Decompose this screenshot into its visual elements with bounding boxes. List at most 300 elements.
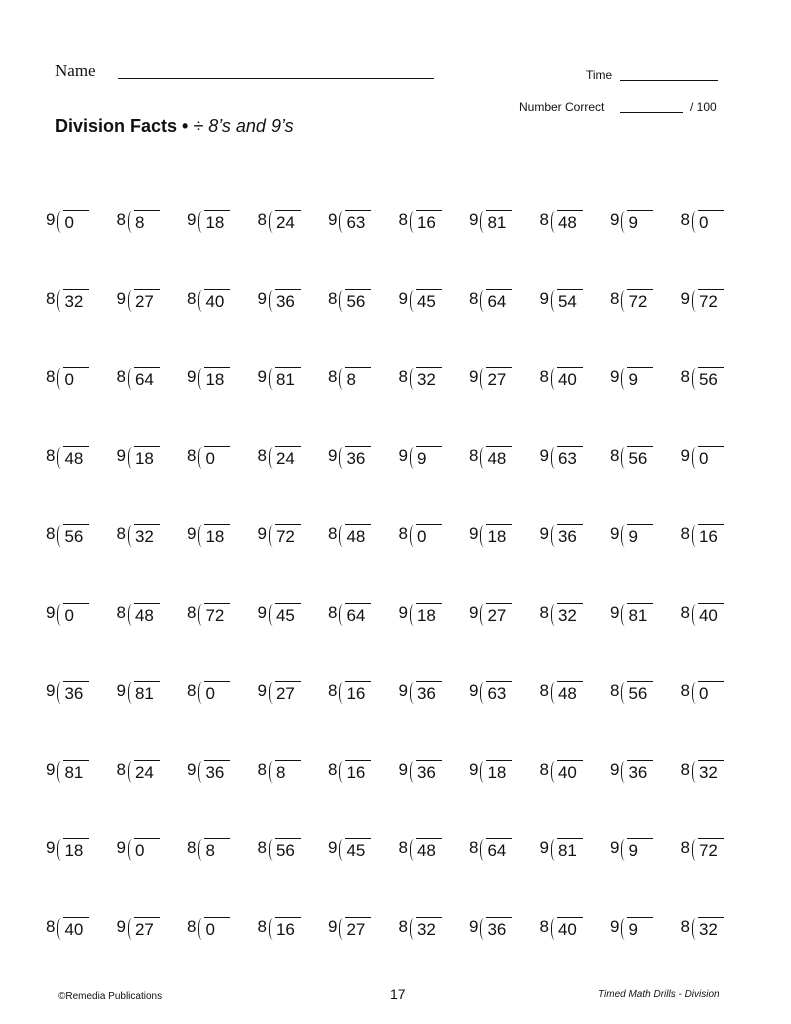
divisor: 9	[610, 602, 620, 622]
division-problem[interactable]	[610, 446, 681, 525]
division-problem[interactable]	[681, 446, 752, 525]
division-problem[interactable]	[540, 760, 611, 839]
division-problem[interactable]	[328, 367, 399, 446]
dividend: 8	[134, 210, 160, 233]
divisor: 8	[46, 524, 56, 543]
divisor: 9	[46, 681, 56, 700]
division-problem[interactable]	[399, 446, 470, 525]
division-bracket	[339, 760, 371, 783]
division-bracket	[57, 603, 89, 626]
division-problem[interactable]	[258, 838, 329, 917]
division-bracket	[621, 446, 653, 469]
divisor: 8	[680, 916, 690, 936]
division-problem[interactable]	[399, 289, 470, 368]
division-problem[interactable]	[610, 681, 681, 760]
dividend: 32	[416, 917, 442, 940]
division-bracket	[198, 367, 230, 390]
division-bracket	[128, 681, 160, 704]
dividend: 63	[345, 210, 371, 233]
division-problem[interactable]	[46, 367, 117, 446]
division-problem[interactable]	[258, 917, 329, 996]
dividend: 16	[416, 210, 442, 233]
dividend: 63	[557, 446, 583, 469]
division-problem[interactable]	[681, 289, 752, 368]
divisor: 8	[328, 367, 338, 386]
dividend: 48	[557, 210, 583, 233]
division-problem[interactable]	[681, 603, 752, 682]
division-problem[interactable]	[328, 524, 399, 603]
dividend: 40	[204, 289, 230, 312]
dividend: 72	[627, 289, 653, 312]
divisor: 9	[116, 681, 126, 700]
division-bracket	[410, 917, 442, 940]
division-problem[interactable]	[540, 367, 611, 446]
dividend: 27	[134, 917, 160, 940]
division-problem[interactable]	[117, 760, 188, 839]
division-bracket	[57, 367, 89, 390]
division-problem[interactable]	[328, 603, 399, 682]
division-bracket	[339, 917, 371, 940]
divisor: 8	[46, 916, 56, 936]
dividend: 0	[204, 917, 230, 940]
divisor: 9	[539, 445, 549, 465]
divisor: 9	[680, 288, 690, 308]
division-bracket	[480, 838, 512, 861]
divisor: 8	[680, 367, 690, 386]
division-bracket	[621, 524, 653, 547]
dividend: 40	[557, 917, 583, 940]
division-problem[interactable]	[258, 524, 329, 603]
division-bracket	[410, 446, 442, 469]
dividend: 36	[486, 917, 512, 940]
dividend: 16	[275, 917, 301, 940]
divisor: 8	[539, 210, 549, 229]
division-problem[interactable]	[187, 367, 258, 446]
division-bracket	[339, 524, 371, 547]
divisor: 8	[398, 524, 408, 543]
divisor: 8	[257, 838, 267, 857]
divisor: 8	[187, 916, 197, 936]
division-problem[interactable]	[681, 210, 752, 289]
division-problem[interactable]	[610, 367, 681, 446]
divisor: 9	[610, 367, 620, 386]
division-problem[interactable]	[117, 367, 188, 446]
divisor: 8	[539, 916, 549, 936]
divisor: 9	[469, 916, 479, 936]
division-problem[interactable]	[469, 210, 540, 289]
name-field[interactable]	[118, 78, 434, 79]
division-bracket	[692, 760, 724, 783]
divisor: 9	[610, 916, 620, 936]
dividend: 48	[134, 603, 160, 626]
dividend: 48	[63, 446, 89, 469]
division-problem[interactable]	[610, 917, 681, 996]
division-problem[interactable]	[540, 603, 611, 682]
divisor: 8	[469, 445, 479, 465]
division-problem[interactable]	[540, 681, 611, 760]
division-problem[interactable]	[399, 367, 470, 446]
division-problem[interactable]	[469, 289, 540, 368]
divisor: 9	[46, 838, 56, 857]
division-problem[interactable]	[540, 917, 611, 996]
division-problem[interactable]	[469, 917, 540, 996]
division-bracket	[57, 210, 89, 233]
division-bracket	[198, 446, 230, 469]
division-bracket	[57, 838, 89, 861]
divisor: 9	[257, 367, 267, 386]
dividend: 72	[204, 603, 230, 626]
dividend: 48	[486, 446, 512, 469]
division-bracket	[692, 603, 724, 626]
division-problem[interactable]	[258, 367, 329, 446]
division-bracket	[410, 524, 442, 547]
division-bracket	[128, 917, 160, 940]
dividend: 81	[275, 367, 301, 390]
divisor: 9	[398, 445, 408, 465]
division-problem[interactable]	[469, 681, 540, 760]
dividend: 56	[345, 289, 371, 312]
division-bracket	[621, 838, 653, 861]
division-problem[interactable]	[258, 446, 329, 525]
divisor: 8	[398, 916, 408, 936]
division-bracket	[269, 446, 301, 469]
division-bracket	[339, 681, 371, 704]
division-problem[interactable]	[187, 760, 258, 839]
dividend: 81	[627, 603, 653, 626]
division-problem[interactable]	[610, 524, 681, 603]
divisor: 8	[680, 210, 690, 229]
divisor: 8	[46, 288, 56, 308]
division-bracket	[551, 838, 583, 861]
division-bracket	[480, 603, 512, 626]
divisor: 8	[680, 524, 690, 543]
division-problem[interactable]	[187, 838, 258, 917]
division-problem[interactable]	[610, 760, 681, 839]
divisor: 8	[116, 524, 126, 543]
divisor: 9	[257, 681, 267, 700]
division-bracket	[692, 524, 724, 547]
division-problem[interactable]	[258, 603, 329, 682]
divisor: 9	[469, 681, 479, 700]
division-problem[interactable]	[328, 210, 399, 289]
dividend: 81	[63, 760, 89, 783]
division-problem[interactable]	[117, 289, 188, 368]
dividend: 36	[345, 446, 371, 469]
division-problem[interactable]	[187, 289, 258, 368]
division-problem[interactable]	[540, 210, 611, 289]
divisor: 8	[469, 838, 479, 857]
division-bracket	[480, 681, 512, 704]
division-problem[interactable]	[46, 289, 117, 368]
division-bracket	[692, 367, 724, 390]
division-problem[interactable]	[117, 838, 188, 917]
divisor: 8	[116, 602, 126, 622]
division-problem[interactable]	[117, 603, 188, 682]
division-problem[interactable]	[540, 289, 611, 368]
division-problem[interactable]	[46, 446, 117, 525]
division-problem[interactable]	[46, 524, 117, 603]
division-problem[interactable]	[399, 603, 470, 682]
division-bracket	[621, 210, 653, 233]
division-problem[interactable]	[469, 838, 540, 917]
divisor: 9	[469, 602, 479, 622]
dividend: 16	[698, 524, 724, 547]
division-problem[interactable]	[399, 210, 470, 289]
dividend: 0	[698, 210, 724, 233]
dividend: 16	[345, 681, 371, 704]
division-problem[interactable]	[399, 760, 470, 839]
dividend: 64	[486, 838, 512, 861]
division-bracket	[198, 524, 230, 547]
divisor: 9	[46, 602, 56, 622]
divisor: 9	[610, 524, 620, 543]
divisor: 8	[539, 759, 549, 779]
divisor: 8	[187, 445, 197, 465]
dividend: 18	[486, 524, 512, 547]
divisor: 9	[398, 681, 408, 700]
dividend: 8	[204, 838, 230, 861]
dividend: 40	[557, 367, 583, 390]
division-problem[interactable]	[328, 917, 399, 996]
division-bracket	[57, 681, 89, 704]
division-bracket	[128, 524, 160, 547]
divisor: 9	[187, 367, 197, 386]
division-problem[interactable]	[681, 917, 752, 996]
divisor: 9	[469, 210, 479, 229]
divisor: 8	[257, 759, 267, 779]
division-bracket	[198, 681, 230, 704]
division-bracket	[480, 446, 512, 469]
division-bracket	[339, 603, 371, 626]
division-problem[interactable]	[681, 524, 752, 603]
division-bracket	[128, 838, 160, 861]
dividend: 32	[134, 524, 160, 547]
dividend: 64	[486, 289, 512, 312]
division-problem[interactable]	[258, 760, 329, 839]
dividend: 9	[416, 446, 442, 469]
dividend: 27	[134, 289, 160, 312]
division-problem[interactable]	[46, 210, 117, 289]
dividend: 56	[698, 367, 724, 390]
division-bracket	[410, 838, 442, 861]
problem-grid	[46, 210, 751, 995]
division-problem[interactable]	[46, 603, 117, 682]
division-problem[interactable]	[399, 681, 470, 760]
division-bracket	[339, 210, 371, 233]
divisor: 8	[539, 681, 549, 700]
division-bracket	[692, 681, 724, 704]
dividend: 0	[134, 838, 160, 861]
division-bracket	[128, 289, 160, 312]
dividend: 27	[486, 367, 512, 390]
dividend: 64	[345, 603, 371, 626]
division-problem[interactable]	[258, 681, 329, 760]
divisor: 8	[680, 681, 690, 700]
dividend: 32	[698, 917, 724, 940]
dividend: 81	[486, 210, 512, 233]
division-bracket	[128, 367, 160, 390]
division-bracket	[551, 210, 583, 233]
division-problem[interactable]	[328, 681, 399, 760]
dividend: 9	[627, 367, 653, 390]
dividend: 18	[204, 367, 230, 390]
division-bracket	[551, 681, 583, 704]
dividend: 45	[416, 289, 442, 312]
division-problem[interactable]	[469, 603, 540, 682]
dividend: 72	[698, 838, 724, 861]
number-correct-field[interactable]	[620, 112, 683, 113]
division-bracket	[339, 289, 371, 312]
division-bracket	[551, 289, 583, 312]
division-bracket	[269, 760, 301, 783]
division-problem[interactable]	[187, 917, 258, 996]
dividend: 40	[63, 917, 89, 940]
divisor: 9	[257, 524, 267, 543]
dividend: 0	[63, 210, 89, 233]
division-problem[interactable]	[399, 838, 470, 917]
division-problem[interactable]	[117, 917, 188, 996]
division-bracket	[551, 760, 583, 783]
division-problem[interactable]	[187, 681, 258, 760]
division-problem[interactable]	[187, 446, 258, 525]
division-problem[interactable]	[258, 210, 329, 289]
division-problem[interactable]	[540, 838, 611, 917]
dividend: 40	[698, 603, 724, 626]
dividend: 32	[63, 289, 89, 312]
division-problem[interactable]	[328, 760, 399, 839]
dividend: 36	[627, 760, 653, 783]
divisor: 9	[539, 838, 549, 857]
division-problem[interactable]	[46, 681, 117, 760]
division-problem[interactable]	[469, 760, 540, 839]
division-bracket	[269, 603, 301, 626]
dividend: 27	[345, 917, 371, 940]
dividend: 40	[557, 760, 583, 783]
division-problem[interactable]	[117, 524, 188, 603]
division-bracket	[480, 917, 512, 940]
dividend: 32	[557, 603, 583, 626]
dividend: 0	[204, 446, 230, 469]
division-bracket	[621, 289, 653, 312]
division-bracket	[551, 524, 583, 547]
division-bracket	[410, 367, 442, 390]
dividend: 18	[63, 838, 89, 861]
division-problem[interactable]	[469, 367, 540, 446]
division-problem[interactable]	[681, 367, 752, 446]
dividend: 27	[486, 603, 512, 626]
division-problem[interactable]	[610, 210, 681, 289]
division-bracket	[410, 760, 442, 783]
divisor: 9	[610, 838, 620, 857]
division-problem[interactable]	[328, 838, 399, 917]
divisor: 9	[116, 288, 126, 308]
divisor: 8	[257, 445, 267, 465]
divisor: 8	[187, 681, 197, 700]
dividend: 9	[627, 210, 653, 233]
division-bracket	[57, 446, 89, 469]
division-problem[interactable]	[117, 210, 188, 289]
division-bracket	[551, 446, 583, 469]
division-problem[interactable]	[610, 603, 681, 682]
division-problem[interactable]	[46, 917, 117, 996]
divisor: 8	[328, 288, 338, 308]
division-problem[interactable]	[681, 760, 752, 839]
divisor: 8	[328, 602, 338, 622]
number-correct-total: / 100	[690, 100, 717, 114]
dividend: 0	[698, 446, 724, 469]
divisor: 9	[257, 288, 267, 308]
dividend: 81	[134, 681, 160, 704]
division-problem[interactable]	[610, 289, 681, 368]
divisor: 8	[680, 759, 690, 779]
division-problem[interactable]	[540, 524, 611, 603]
division-problem[interactable]	[469, 446, 540, 525]
page-number: 17	[390, 986, 406, 1002]
divisor: 9	[398, 602, 408, 622]
division-bracket	[621, 917, 653, 940]
dividend: 27	[275, 681, 301, 704]
division-problem[interactable]	[681, 838, 752, 917]
dividend: 56	[63, 524, 89, 547]
division-problem[interactable]	[117, 681, 188, 760]
division-bracket	[269, 838, 301, 861]
division-bracket	[551, 603, 583, 626]
division-problem[interactable]	[187, 524, 258, 603]
division-bracket	[128, 210, 160, 233]
divisor: 9	[610, 759, 620, 779]
division-bracket	[57, 760, 89, 783]
divisor: 8	[398, 367, 408, 386]
division-problem[interactable]	[46, 838, 117, 917]
dividend: 18	[486, 760, 512, 783]
time-field[interactable]	[620, 80, 718, 81]
division-bracket	[480, 367, 512, 390]
division-problem[interactable]	[469, 524, 540, 603]
division-problem[interactable]	[610, 838, 681, 917]
division-problem[interactable]	[399, 917, 470, 996]
division-bracket	[269, 681, 301, 704]
division-problem[interactable]	[258, 289, 329, 368]
dividend: 9	[627, 838, 653, 861]
division-problem[interactable]	[540, 446, 611, 525]
divisor: 8	[328, 524, 338, 543]
division-problem[interactable]	[46, 760, 117, 839]
division-bracket	[551, 917, 583, 940]
division-problem[interactable]	[187, 210, 258, 289]
divisor: 9	[539, 288, 549, 308]
divisor: 8	[539, 367, 549, 386]
dividend: 9	[627, 917, 653, 940]
dividend: 64	[134, 367, 160, 390]
division-problem[interactable]	[187, 603, 258, 682]
dividend: 36	[204, 760, 230, 783]
divisor: 8	[610, 445, 620, 465]
divisor: 9	[116, 445, 126, 465]
division-problem[interactable]	[399, 524, 470, 603]
division-problem[interactable]	[328, 289, 399, 368]
division-bracket	[339, 446, 371, 469]
division-problem[interactable]	[328, 446, 399, 525]
dividend: 45	[345, 838, 371, 861]
division-problem[interactable]	[117, 446, 188, 525]
divisor: 9	[680, 445, 690, 465]
division-problem[interactable]	[681, 681, 752, 760]
division-bracket	[621, 760, 653, 783]
dividend: 24	[134, 760, 160, 783]
number-correct-label: Number Correct	[519, 100, 605, 114]
division-bracket	[692, 289, 724, 312]
divisor: 9	[328, 445, 338, 465]
